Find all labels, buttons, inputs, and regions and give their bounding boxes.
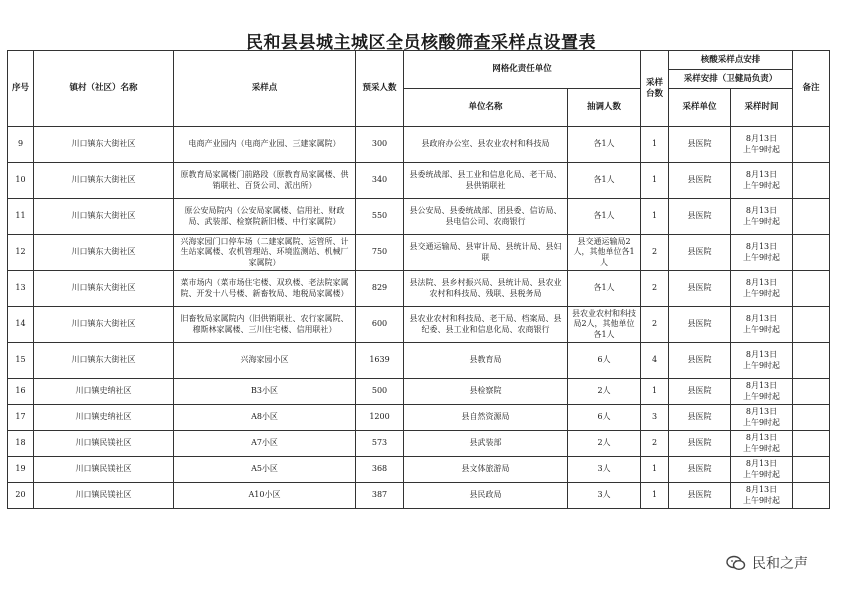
table-row bbox=[8, 271, 830, 307]
row-stations: 2 bbox=[641, 271, 669, 307]
row-sampling-unit: 县医院 bbox=[669, 405, 731, 431]
row-site: 旧畜牧局家属院内（旧供销联社、农行家属院、穆斯林家属楼、三川住宅楼、信用联社） bbox=[174, 307, 356, 343]
row-index: 9 bbox=[8, 127, 34, 163]
row-site: 菜市场内（菜市场住宅楼、双玖楼、老法院家属院、开发十八号楼、新畜牧局、地税局家属楼） bbox=[174, 271, 356, 307]
row-sampling-unit: 县医院 bbox=[669, 127, 731, 163]
header-arrangement: 核酸采样点安排 bbox=[669, 51, 793, 70]
table-row bbox=[8, 199, 830, 235]
row-stations: 2 bbox=[641, 235, 669, 271]
table-row bbox=[8, 483, 830, 509]
row-site: B3小区 bbox=[174, 379, 356, 405]
sampling-sites-table bbox=[7, 50, 830, 509]
row-town: 川口镇史纳社区 bbox=[34, 405, 174, 431]
row-unit: 县政府办公室、县农业农村和科技局 bbox=[404, 127, 568, 163]
row-staff: 2人 bbox=[568, 431, 641, 457]
page-title: 民和县县城主城区全员核酸筛查采样点设置表 bbox=[246, 33, 596, 53]
watermark bbox=[720, 551, 814, 575]
row-staff: 各1人 bbox=[568, 127, 641, 163]
row-site: A8小区 bbox=[174, 405, 356, 431]
row-site: 兴海家园门口停车场（二建家属院、运管所、计生站家属楼、农机管理站、环境监测站、机械厂家属院） bbox=[174, 235, 356, 271]
row-expected: 829 bbox=[356, 271, 404, 307]
row-remark bbox=[793, 343, 830, 379]
row-remark bbox=[793, 405, 830, 431]
row-unit: 县文体旅游局 bbox=[404, 457, 568, 483]
table-row bbox=[8, 457, 830, 483]
row-stations: 4 bbox=[641, 343, 669, 379]
row-town: 川口镇史纳社区 bbox=[34, 379, 174, 405]
row-remark bbox=[793, 127, 830, 163]
row-stations: 1 bbox=[641, 457, 669, 483]
header-staff: 抽调人数 bbox=[568, 89, 641, 127]
row-sampling-unit: 县医院 bbox=[669, 199, 731, 235]
row-town: 川口镇东大街社区 bbox=[34, 307, 174, 343]
row-staff: 2人 bbox=[568, 379, 641, 405]
row-sampling-unit: 县医院 bbox=[669, 483, 731, 509]
row-sampling-time: 8月13日 上午9时起 bbox=[731, 405, 793, 431]
row-index: 16 bbox=[8, 379, 34, 405]
row-remark bbox=[793, 235, 830, 271]
row-town: 川口镇东大街社区 bbox=[34, 271, 174, 307]
row-site: 兴海家园小区 bbox=[174, 343, 356, 379]
row-staff: 3人 bbox=[568, 483, 641, 509]
row-stations: 1 bbox=[641, 199, 669, 235]
table-row bbox=[8, 127, 830, 163]
row-sampling-unit: 县医院 bbox=[669, 307, 731, 343]
row-remark bbox=[793, 379, 830, 405]
header-grid: 网格化责任单位 bbox=[404, 51, 641, 89]
row-expected: 500 bbox=[356, 379, 404, 405]
row-sampling-time: 8月13日 上午9时起 bbox=[731, 307, 793, 343]
row-sampling-time: 8月13日 上午9时起 bbox=[731, 457, 793, 483]
row-sampling-unit: 县医院 bbox=[669, 431, 731, 457]
row-expected: 368 bbox=[356, 457, 404, 483]
row-unit: 县民政局 bbox=[404, 483, 568, 509]
row-sampling-time: 8月13日 上午9时起 bbox=[731, 271, 793, 307]
row-unit: 县委统战部、县工业和信息化局、老干局、县供销联社 bbox=[404, 163, 568, 199]
row-stations: 1 bbox=[641, 127, 669, 163]
row-index: 17 bbox=[8, 405, 34, 431]
row-expected: 340 bbox=[356, 163, 404, 199]
row-sampling-unit: 县医院 bbox=[669, 457, 731, 483]
row-sampling-unit: 县医院 bbox=[669, 379, 731, 405]
row-sampling-time: 8月13日 上午9时起 bbox=[731, 483, 793, 509]
row-unit: 县教育局 bbox=[404, 343, 568, 379]
row-expected: 573 bbox=[356, 431, 404, 457]
header-index: 序号 bbox=[8, 51, 34, 127]
row-staff: 县农业农村和科技局2人，其他单位各1人 bbox=[568, 307, 641, 343]
row-index: 18 bbox=[8, 431, 34, 457]
row-sampling-time: 8月13日 上午9时起 bbox=[731, 379, 793, 405]
row-site: 原公安局院内（公安局家属楼、信用社、财政局、武装部、检察院新旧楼、中行家属院） bbox=[174, 199, 356, 235]
row-remark bbox=[793, 307, 830, 343]
table-row bbox=[8, 163, 830, 199]
row-staff: 县交通运输局2人，其他单位各1人 bbox=[568, 235, 641, 271]
wechat-icon bbox=[726, 555, 746, 571]
row-site: 原教育局家属楼门前路段（原教育局家属楼、供销联社、百货公司、派出所） bbox=[174, 163, 356, 199]
row-index: 14 bbox=[8, 307, 34, 343]
row-expected: 600 bbox=[356, 307, 404, 343]
row-remark bbox=[793, 431, 830, 457]
row-sampling-unit: 县医院 bbox=[669, 235, 731, 271]
header-unit-name: 单位名称 bbox=[404, 89, 568, 127]
row-staff: 3人 bbox=[568, 457, 641, 483]
row-sampling-time: 8月13日 上午9时起 bbox=[731, 343, 793, 379]
row-staff: 各1人 bbox=[568, 163, 641, 199]
row-stations: 3 bbox=[641, 405, 669, 431]
header-site: 采样点 bbox=[174, 51, 356, 127]
row-unit: 县武装部 bbox=[404, 431, 568, 457]
row-unit: 县公安局、县委统战部、团县委、信访局、县电信公司、农商银行 bbox=[404, 199, 568, 235]
header-sampling-unit: 采样单位 bbox=[669, 89, 731, 127]
table-row bbox=[8, 307, 830, 343]
row-sampling-unit: 县医院 bbox=[669, 271, 731, 307]
row-index: 10 bbox=[8, 163, 34, 199]
row-unit: 县检察院 bbox=[404, 379, 568, 405]
row-sampling-time: 8月13日 上午9时起 bbox=[731, 235, 793, 271]
watermark-text: 民和之声 bbox=[752, 556, 808, 572]
row-expected: 1200 bbox=[356, 405, 404, 431]
row-expected: 300 bbox=[356, 127, 404, 163]
row-stations: 2 bbox=[641, 307, 669, 343]
row-site: 电商产业园内（电商产业园、三建家属院） bbox=[174, 127, 356, 163]
row-index: 19 bbox=[8, 457, 34, 483]
row-index: 15 bbox=[8, 343, 34, 379]
header-stations: 采样台数 bbox=[641, 51, 669, 127]
row-stations: 1 bbox=[641, 483, 669, 509]
row-town: 川口镇东大街社区 bbox=[34, 199, 174, 235]
row-town: 川口镇东大街社区 bbox=[34, 343, 174, 379]
table-row bbox=[8, 431, 830, 457]
header-town: 镇村（社区）名称 bbox=[34, 51, 174, 127]
row-expected: 387 bbox=[356, 483, 404, 509]
row-staff: 各1人 bbox=[568, 271, 641, 307]
row-remark bbox=[793, 483, 830, 509]
row-sampling-time: 8月13日 上午9时起 bbox=[731, 163, 793, 199]
row-expected: 550 bbox=[356, 199, 404, 235]
row-remark bbox=[793, 271, 830, 307]
row-unit: 县农业农村和科技局、老干局、档案局、县纪委、县工业和信息化局、农商银行 bbox=[404, 307, 568, 343]
row-staff: 6人 bbox=[568, 343, 641, 379]
row-staff: 6人 bbox=[568, 405, 641, 431]
row-sampling-unit: 县医院 bbox=[669, 343, 731, 379]
row-sampling-time: 8月13日 上午9时起 bbox=[731, 431, 793, 457]
row-town: 川口镇民镁社区 bbox=[34, 457, 174, 483]
row-town: 川口镇东大街社区 bbox=[34, 235, 174, 271]
row-town: 川口镇东大街社区 bbox=[34, 127, 174, 163]
row-town: 川口镇民镁社区 bbox=[34, 431, 174, 457]
row-expected: 1639 bbox=[356, 343, 404, 379]
row-unit: 县自然资源局 bbox=[404, 405, 568, 431]
row-sampling-time: 8月13日 上午9时起 bbox=[731, 127, 793, 163]
header-sampling-time: 采样时间 bbox=[731, 89, 793, 127]
table-row bbox=[8, 405, 830, 431]
table-row bbox=[8, 379, 830, 405]
row-town: 川口镇民镁社区 bbox=[34, 483, 174, 509]
row-unit: 县交通运输局、县审计局、县统计局、县妇联 bbox=[404, 235, 568, 271]
table-row bbox=[8, 343, 830, 379]
row-index: 20 bbox=[8, 483, 34, 509]
row-index: 11 bbox=[8, 199, 34, 235]
row-sampling-time: 8月13日 上午9时起 bbox=[731, 199, 793, 235]
row-site: A7小区 bbox=[174, 431, 356, 457]
row-remark bbox=[793, 457, 830, 483]
table-row bbox=[8, 235, 830, 271]
row-expected: 750 bbox=[356, 235, 404, 271]
row-sampling-unit: 县医院 bbox=[669, 163, 731, 199]
header-expected: 预采人数 bbox=[356, 51, 404, 127]
row-index: 13 bbox=[8, 271, 34, 307]
row-remark bbox=[793, 163, 830, 199]
row-staff: 各1人 bbox=[568, 199, 641, 235]
row-site: A10小区 bbox=[174, 483, 356, 509]
header-remark: 备注 bbox=[793, 51, 830, 127]
row-index: 12 bbox=[8, 235, 34, 271]
row-town: 川口镇东大街社区 bbox=[34, 163, 174, 199]
header-sampling-arrangement: 采样安排（卫健局负责） bbox=[669, 70, 793, 89]
row-site: A5小区 bbox=[174, 457, 356, 483]
row-stations: 2 bbox=[641, 431, 669, 457]
row-remark bbox=[793, 199, 830, 235]
row-unit: 县法院、县乡村振兴局、县统计局、县农业农村和科技局、残联、县税务局 bbox=[404, 271, 568, 307]
row-stations: 1 bbox=[641, 379, 669, 405]
row-stations: 1 bbox=[641, 163, 669, 199]
